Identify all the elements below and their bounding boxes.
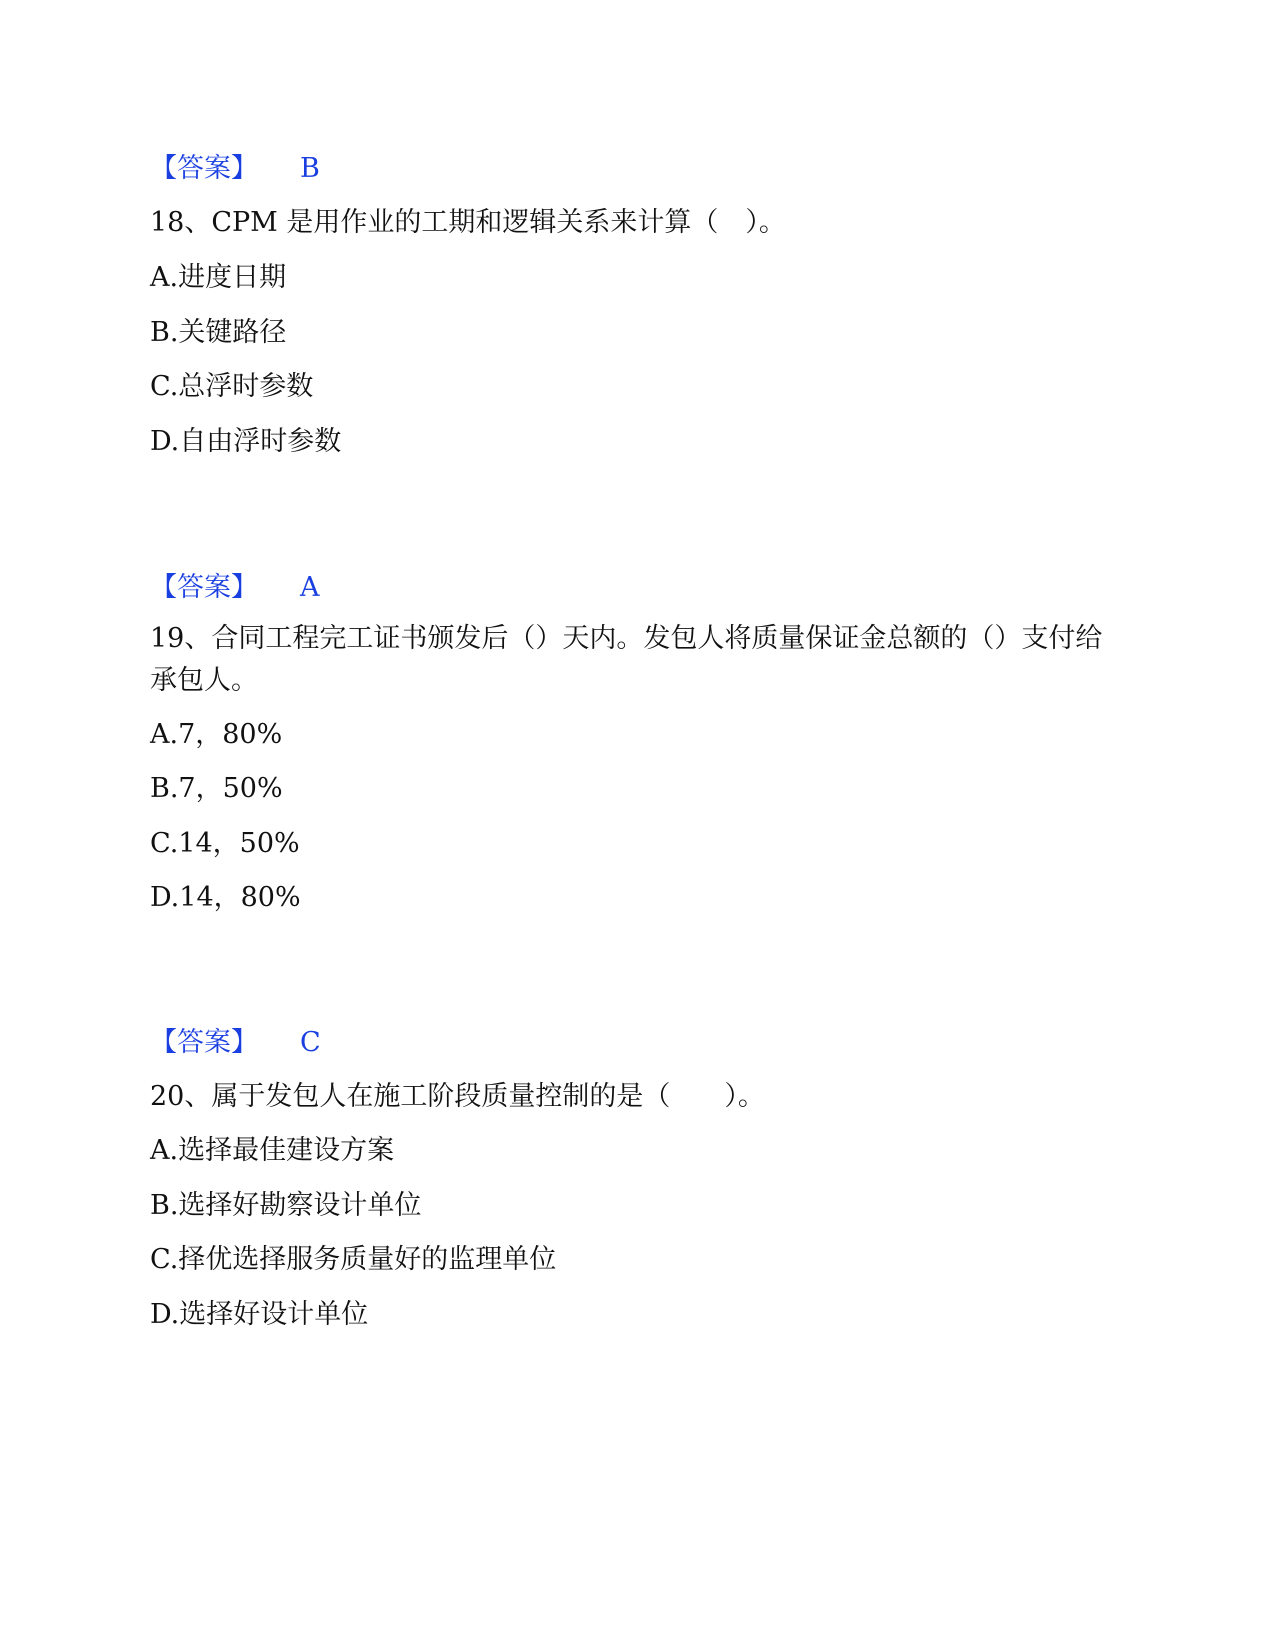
- option-c: C.14，50%: [150, 828, 300, 859]
- answer-label: 【答案】: [150, 1027, 258, 1058]
- answer-row: [150, 570, 320, 606]
- option-c: C.总浮时参数: [150, 371, 314, 402]
- option-c: C.择优选择服务质量好的监理单位: [150, 1244, 557, 1275]
- option-d: D.14，80%: [150, 882, 301, 913]
- answer-value: A: [300, 572, 320, 603]
- option-a: A.选择最佳建设方案: [150, 1135, 395, 1166]
- question-text: 19、合同工程完工证书颁发后（）天内。发包人将质量保证金总额的（）支付给承包人。: [150, 623, 1103, 696]
- answer-row: [150, 1025, 321, 1061]
- answer-value: B: [300, 153, 320, 184]
- question-text: 20、属于发包人在施工阶段质量控制的是（ ）。: [150, 1081, 765, 1112]
- option-a: A.7，80%: [150, 719, 283, 750]
- option-b: B.选择好勘察设计单位: [150, 1190, 422, 1221]
- option-a: A.进度日期: [150, 262, 287, 293]
- answer-label: 【答案】: [150, 153, 258, 184]
- option-b: B.7，50%: [150, 773, 283, 804]
- option-b: B.关键路径: [150, 317, 287, 348]
- answer-label: 【答案】: [150, 572, 258, 603]
- answer-value: C: [300, 1027, 321, 1058]
- answer-row: [150, 151, 320, 187]
- question-text: 18、CPM 是用作业的工期和逻辑关系来计算（ ）。: [150, 207, 786, 238]
- option-d: D.选择好设计单位: [150, 1299, 369, 1330]
- option-d: D.自由浮时参数: [150, 426, 342, 457]
